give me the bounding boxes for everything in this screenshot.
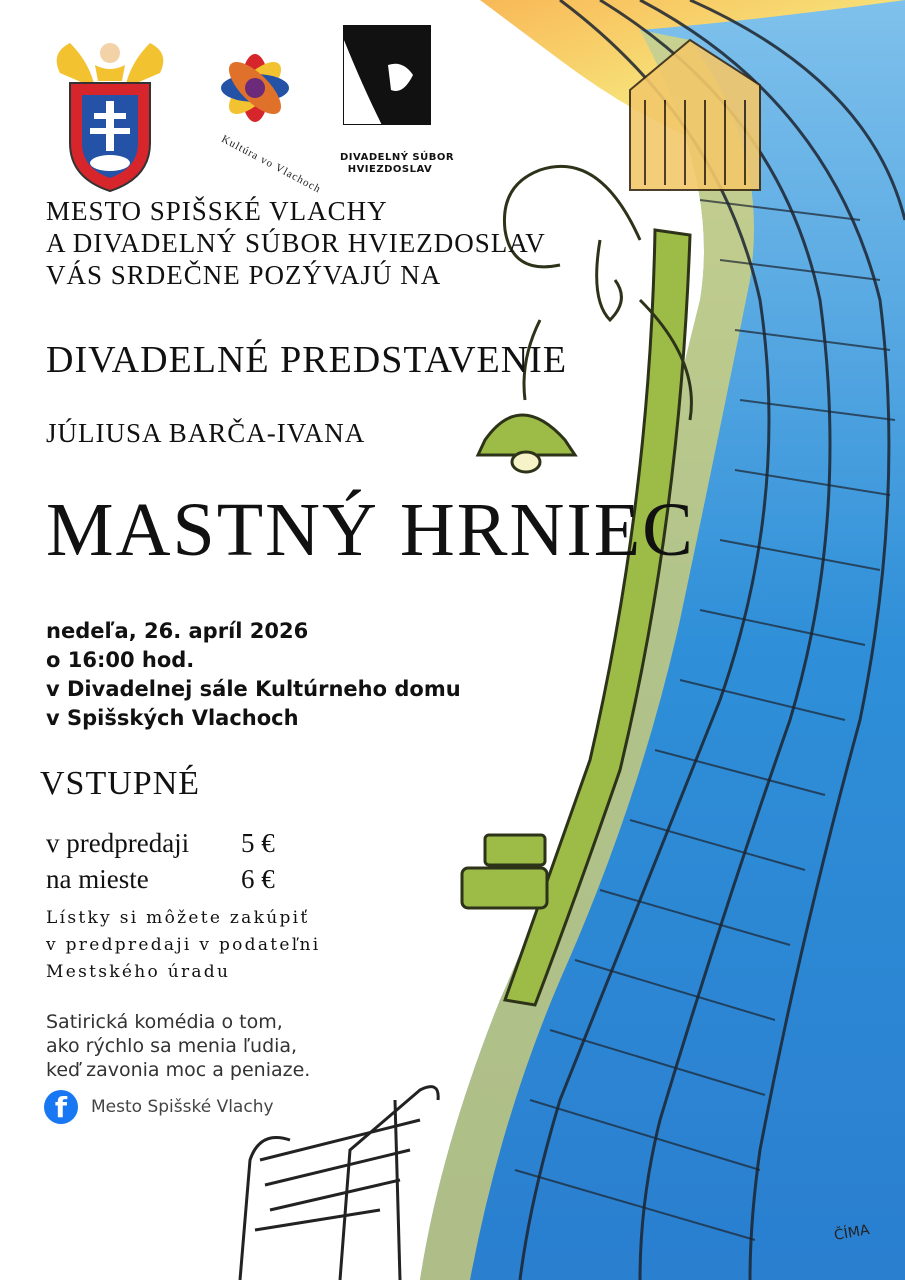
price-row: [46, 825, 275, 861]
theatre-logo-icon: [343, 25, 431, 125]
tagline-line-2: ako rýchlo sa menia ľudia,: [46, 1035, 298, 1057]
tagline: [46, 1010, 310, 1082]
theatre-logo-caption: [340, 152, 455, 176]
event-venue-line2: v Spišských Vlachoch: [46, 706, 299, 730]
ticket-info: [46, 905, 321, 986]
price-label: na mieste: [46, 864, 149, 894]
ticket-line-1: Lístky si môžete zakúpiť: [46, 908, 310, 928]
intro-line-1: MESTO SPIŠSKÉ VLACHY: [46, 196, 388, 226]
price-row: [46, 861, 275, 897]
tagline-line-3: keď zavonia moc a peniaze.: [46, 1059, 311, 1081]
culture-logo-caption: Kultúra vo Vlachoch: [219, 133, 324, 196]
event-details: [46, 617, 461, 733]
facebook-icon[interactable]: f: [44, 1090, 78, 1124]
price-value: 5 €: [241, 828, 275, 858]
theatre-caption-line1: DIVADELNÝ SÚBOR: [340, 152, 455, 163]
ticket-line-3: Mestského úradu: [46, 962, 231, 982]
tagline-line-1: Satirická komédia o tom,: [46, 1011, 283, 1033]
artist-signature: ČÍMA: [832, 1222, 871, 1244]
price-label: v predpredaji: [46, 828, 190, 858]
admission-prices: [46, 825, 275, 897]
event-genre: DIVADELNÉ PREDSTAVENIE: [46, 339, 568, 381]
facebook-label[interactable]: Mesto Spišské Vlachy: [91, 1097, 274, 1117]
facebook-link[interactable]: [44, 1090, 274, 1124]
ticket-line-2: v predpredaji v podateľni: [46, 935, 321, 955]
event-date: nedeľa, 26. apríl 2026: [46, 619, 309, 643]
coat-of-arms-icon: [50, 33, 170, 193]
intro-line-3: VÁS SRDEČNE POZÝVAJÚ NA: [46, 260, 442, 290]
play-title: MASTNÝ HRNIEC: [46, 488, 695, 572]
play-author: JÚLIUSA BARČA-IVANA: [46, 418, 366, 448]
invitation-intro: [46, 195, 546, 291]
event-time: o 16:00 hod.: [46, 648, 195, 672]
event-venue-line1: v Divadelnej sále Kultúrneho domu: [46, 677, 461, 701]
price-value: 6 €: [241, 864, 275, 894]
theatre-caption-line2: HVIEZDOSLAV: [347, 164, 433, 175]
intro-line-2: A DIVADELNÝ SÚBOR HVIEZDOSLAV: [46, 228, 546, 258]
culture-flower-icon: [195, 33, 315, 148]
admission-heading: VSTUPNÉ: [40, 765, 201, 802]
